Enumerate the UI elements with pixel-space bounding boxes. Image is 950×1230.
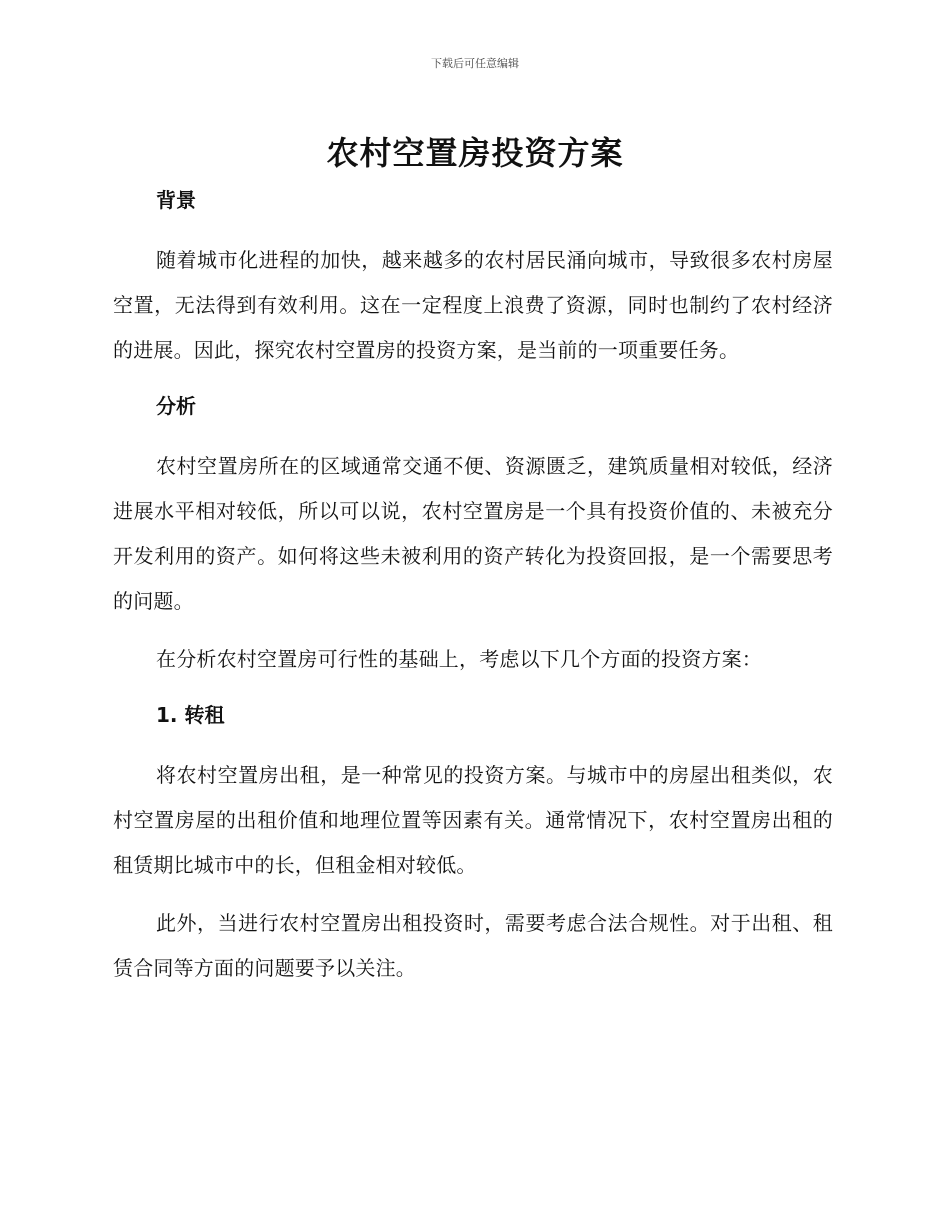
paragraph-sublet-2: 此外，当进行农村空置房出租投资时，需要考虑合法合规性。对于出租、租赁合同等方面的问题要予以关注。 — [113, 911, 833, 980]
paragraph-background: 随着城市化进程的加快，越来越多的农村居民涌向城市，导致很多农村房屋空置，无法得到有效利用。这在一定程度上浪费了资源，同时也制约了农村经济的进展。因此，探究农村空置房的投资方案，是当前的一项重要任务。 — [113, 248, 833, 362]
section-analysis — [113, 386, 833, 682]
document-body — [113, 180, 833, 1004]
section-heading-sublet: 1. 转租 — [156, 703, 225, 727]
section-background — [113, 180, 833, 373]
section-heading-analysis: 分析 — [156, 394, 196, 418]
paragraph-analysis-2: 在分析农村空置房可行性的基础上，考虑以下几个方面的投资方案： — [156, 647, 762, 671]
header-note: 下载后可任意编辑 — [431, 57, 519, 70]
document-title: 农村空置房投资方案 — [326, 134, 624, 172]
section-heading-background: 背景 — [156, 188, 196, 212]
section-sublet — [113, 695, 833, 991]
paragraph-analysis-1: 农村空置房所在的区域通常交通不便、资源匮乏，建筑质量相对较低，经济进展水平相对较低，所以可以说，农村空置房是一个具有投资价值的、未被充分开发利用的资产。如何将这些未被利用的资产转化为投资回报，是一个需要思考的问题。 — [113, 454, 833, 613]
paragraph-sublet-1: 将农村空置房出租，是一种常见的投资方案。与城市中的房屋出租类似，农村空置房屋的出租价值和地理位置等因素有关。通常情况下，农村空置房出租的租赁期比城市中的长，但租金相对较低。 — [113, 763, 833, 877]
